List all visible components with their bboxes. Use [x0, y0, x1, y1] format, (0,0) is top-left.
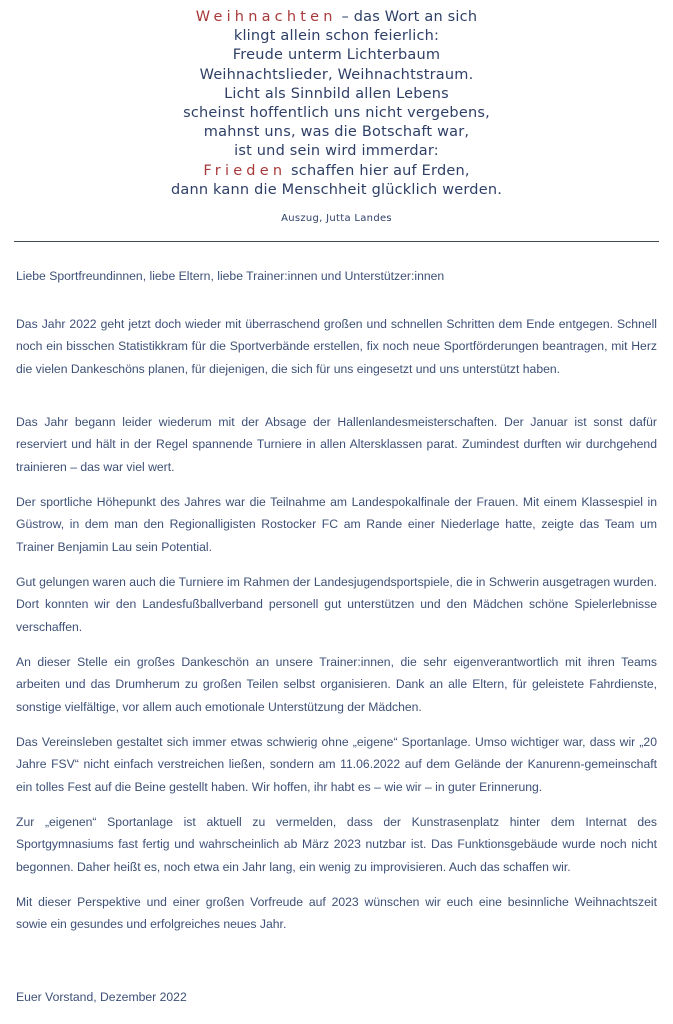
poem-accent-word: Weihnachten: [195, 9, 337, 25]
poem-line-8: ist und sein wird immerdar:: [234, 143, 439, 160]
letter-paragraph: Mit dieser Perspektive und einer großen Vorfreude auf 2023 wünschen wir euch eine besinnliche Weihnachtszeit sowie ein gesundes und erfolgreiches neues Jahr.: [16, 895, 657, 932]
christmas-poem: [0, 8, 673, 226]
poem-line-text: – das Wort an sich: [336, 9, 478, 25]
poem-line-3: Freude unterm Lichterbaum: [232, 47, 441, 64]
letter-paragraph: Das Jahr 2022 geht jetzt doch wieder mit überraschend großen und schnellen Schritten dem Ende entgegen. Schnell noch ein bisschen Statistikkram für die Sportverbände erstellen, fix noch neue Sportförderungen beantragen, mit Herz die vielen Dankeschöns planen, für diejenigen, die sich für uns eingesetzt und uns unterstützt haben.: [16, 317, 657, 376]
poem-line-2: klingt allein schon feierlich:: [233, 28, 440, 45]
poem-line-4: Weihnachtslieder, Weihnachtstraum.: [199, 66, 474, 83]
poem-accent-word: Frieden: [203, 162, 287, 179]
letter-greeting: Liebe Sportfreundinnen, liebe Eltern, liebe Trainer:innen und Unterstützer:innen: [16, 269, 445, 283]
poem-line-text: schaffen hier auf Erden,: [286, 162, 470, 179]
poem-attribution: Auszug, Jutta Landes: [281, 212, 392, 224]
divider-line: [14, 241, 659, 242]
poem-line-1: [0, 8, 673, 27]
letter-paragraph: An dieser Stelle ein großes Dankeschön an unsere Trainer:innen, die sehr eigenverantwortlich mit ihren Teams arbeiten und das Drumherum zu großen Teilen selbst organisieren. Dank an alle Eltern, für geleistete Fahrdienste, sonstige vielfältige, vor allem auch emotionale Unterstützung der Mädchen.: [16, 655, 657, 714]
poem-line-6: scheinst hoffentlich uns nicht vergebens,: [183, 104, 490, 121]
letter-paragraph: Gut gelungen waren auch die Turniere im Rahmen der Landesjugendsportspiele, die in Schwerin ausgetragen wurden. Dort konnten wir den Landesfußballverband personell gut unterstützen und den Mädchen schöne Spielerlebnisse verschaffen.: [16, 575, 657, 634]
letter-signature: Euer Vorstand, Dezember 2022: [16, 990, 187, 1004]
poem-line-7: mahnst uns, was die Botschaft war,: [203, 124, 470, 141]
poem-line-10: dann kann die Menschheit glücklich werden.: [170, 181, 503, 198]
letter-paragraph: Das Vereinsleben gestaltet sich immer etwas schwierig ohne „eigene“ Sportanlage. Umso wichtiger war, dass wir „20 Jahre FSV“ nicht einfach verstreichen ließen, sondern am 11.06.2022 auf dem Gelände der Kanurenn-gemeinschaft ein tolles Fest auf die Beine gestellt haben. Wir hoffen, ihr habt es – wie wir – in guter Erinnerung.: [16, 735, 657, 794]
letter-paragraph: Der sportliche Höhepunkt des Jahres war die Teilnahme am Landespokalfinale der Frauen. Mit einem Klassespiel in Güstrow, in dem man den Regionalligisten Rostocker FC am Rande einer Niederlage hatte, zeigte das Team um Trainer Benjamin Lau sein Potential.: [16, 495, 657, 554]
letter-paragraph: Das Jahr begann leider wiederum mit der Absage der Hallenlandesmeisterschaften. Der Januar ist sonst dafür reserviert und hält in der Regel spannende Turniere in allen Altersklassen parat. Zumindest durften wir durchgehend trainieren – das war viel wert.: [16, 415, 657, 474]
poem-line-5: Licht als Sinnbild allen Lebens: [224, 85, 449, 102]
letter-paragraph: Zur „eigenen“ Sportanlage ist aktuell zu vermelden, dass der Kunstrasenplatz hinter dem Internat des Sportgymnasiums fast fertig und wahrscheinlich ab März 2023 nutzbar ist. Das Funktionsgebäude wurde noch nicht begonnen. Daher heißt es, noch etwa ein Jahr lang, ein wenig zu improvisieren. Auch das schaffen wir.: [16, 815, 657, 874]
poem-line-9: [0, 162, 673, 181]
